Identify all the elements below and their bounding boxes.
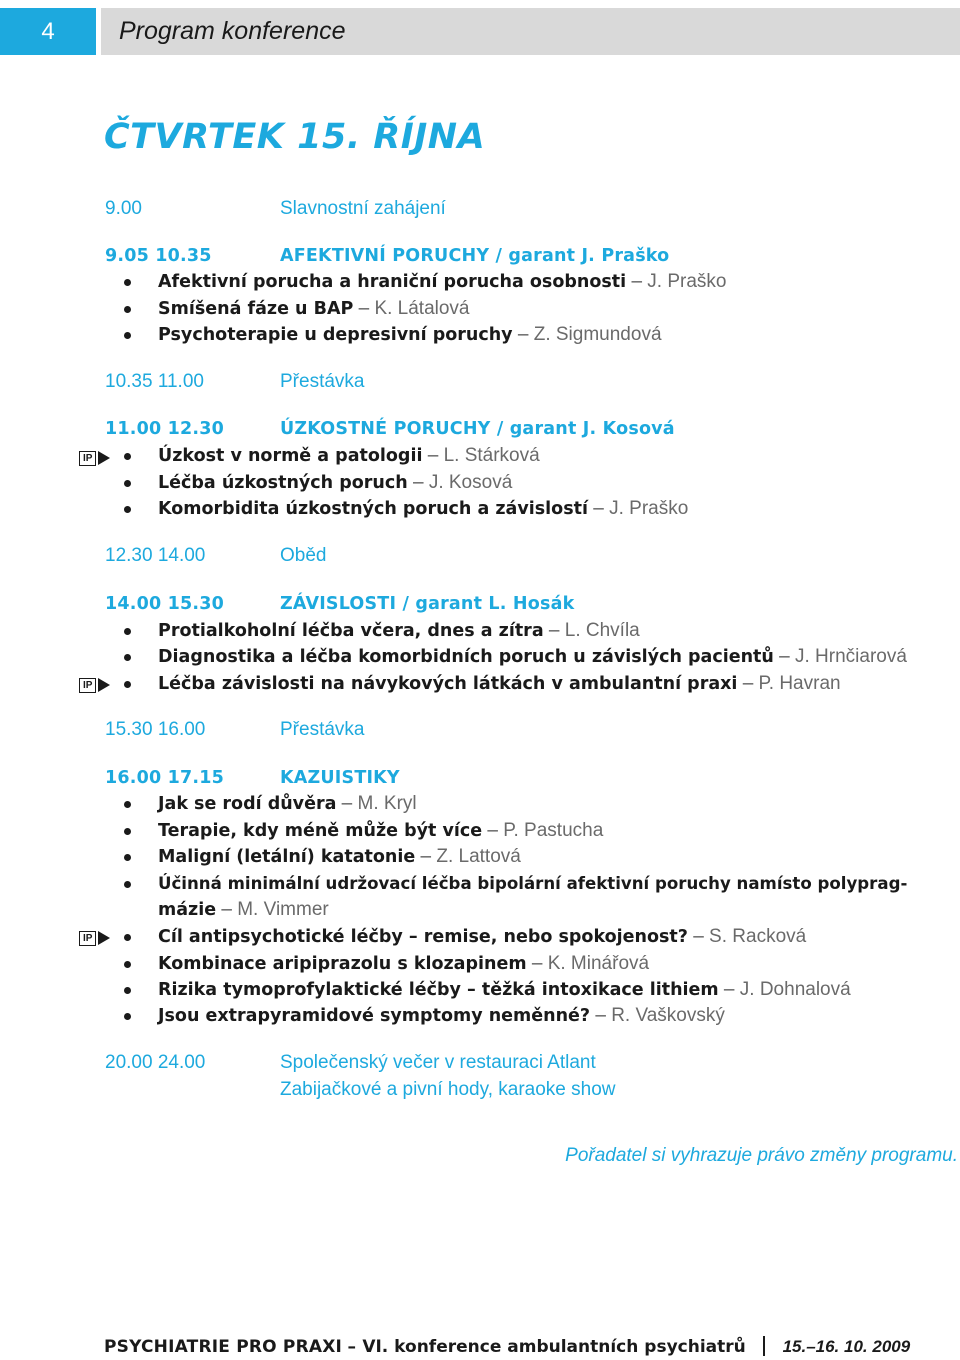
program-item: Rizika tymoprofylaktické léčby – těžká intoxikace lithiem – J. Dohnalová [158, 979, 851, 1000]
bullet [124, 854, 131, 861]
item-title: Komorbidita úzkostných poruch a závislostí [158, 499, 588, 519]
bullet [124, 654, 131, 661]
program-item: Terapie, kdy méně může být více – P. Pastucha [158, 820, 604, 841]
item-author: M. Kryl [357, 793, 417, 814]
item-title: Léčba závislosti na návykových látkách v ambulantní praxi [158, 674, 738, 694]
program-item: Cíl antipsychotické léčby – remise, nebo spokojenost? – S. Racková [158, 926, 807, 947]
evening-line-2: Zabijačkové a pivní hody, karaoke show [280, 1079, 616, 1100]
item-title: Afektivní porucha a hraniční porucha osobnosti [158, 272, 627, 292]
footer-dates: 15.–16. 10. 2009 [782, 1337, 911, 1356]
item-title: Diagnostika a léčba komorbidních poruch u závislých pacientů [158, 647, 774, 667]
bullet [124, 828, 131, 835]
program-item: Jsou extrapyramidové symptomy neměnné? – R. Vaškovský [158, 1005, 725, 1026]
lunch-time: 12.30 14.00 [105, 545, 206, 566]
arrow-right-icon [98, 931, 110, 945]
ip-marker [79, 929, 110, 947]
bullet [124, 506, 131, 513]
program-item: Komorbidita úzkostných poruch a závislostí – J. Praško [158, 498, 689, 519]
item-author: P. Pastucha [503, 820, 604, 841]
opening-label: Slavnostní zahájení [280, 198, 446, 219]
opening-time: 9.00 [105, 198, 142, 219]
item-title: Psychoterapie u depresivní poruchy [158, 325, 513, 345]
item-author: Z. Sigmundová [533, 324, 662, 345]
footer-divider [763, 1336, 765, 1356]
item-title: Maligní (letální) katatonie [158, 847, 416, 867]
block-heading: AFEKTIVNÍ PORUCHY / garant J. Praško [280, 246, 670, 266]
page-header [0, 8, 960, 55]
break-time: 15.30 16.00 [105, 719, 206, 740]
ip-badge: IP [79, 678, 96, 693]
bullet [124, 480, 131, 487]
item-title: Cíl antipsychotické léčby – remise, nebo spokojenost? [158, 927, 688, 947]
bullet [124, 1013, 131, 1020]
item-title: Protialkoholní léčba včera, dnes a zítra [158, 621, 544, 641]
item-author: J. Dohnalová [739, 979, 851, 1000]
item-author: P. Havran [758, 673, 841, 694]
item-title: Léčba úzkostných poruch [158, 473, 408, 493]
lunch-label: Oběd [280, 545, 327, 566]
item-title-continued: mázie [158, 900, 217, 920]
bullet [124, 681, 131, 688]
page-number: 4 [0, 8, 96, 55]
arrow-right-icon [98, 451, 110, 465]
program-item: Léčba závislosti na návykových látkách v ambulantní praxi – P. Havran [158, 673, 841, 694]
program-item: Psychoterapie u depresivní poruchy – Z. Sigmundová [158, 324, 662, 345]
item-author: J. Hrnčiarová [795, 646, 907, 667]
break-time: 10.35 11.00 [105, 371, 204, 392]
block-heading: ZÁVISLOSTI / garant L. Hosák [280, 594, 575, 614]
program-item: Afektivní porucha a hraniční porucha osobnosti – J. Praško [158, 271, 727, 292]
block-time: 14.00 15.30 [105, 594, 225, 614]
day-title: ČTVRTEK 15. ŘÍJNA [104, 117, 486, 157]
footer-conference: VI. konference ambulantních psychiatrů [362, 1337, 746, 1357]
block-heading: ÚZKOSTNÉ PORUCHY / garant J. Kosová [280, 419, 675, 439]
program-item: Smíšená fáze u BAP – K. Látalová [158, 298, 470, 319]
program-item: Úzkost v normě a patologii – L. Stárková [158, 445, 540, 466]
bullet [124, 332, 131, 339]
program-item: Léčba úzkostných poruch – J. Kosová [158, 472, 513, 493]
item-author: S. Racková [709, 926, 807, 947]
bullet [124, 453, 131, 460]
item-author: Z. Lattová [436, 846, 521, 867]
bullet [124, 961, 131, 968]
bullet [124, 987, 131, 994]
item-author: J. Praško [647, 271, 727, 292]
program-item: Protialkoholní léčba včera, dnes a zítra – L. Chvíla [158, 620, 640, 641]
bullet [124, 279, 131, 286]
evening-line-1: Společenský večer v restauraci Atlant [280, 1052, 596, 1073]
ip-marker [79, 449, 110, 467]
item-author: K. Látalová [374, 298, 470, 319]
bullet [124, 934, 131, 941]
ip-marker [79, 676, 110, 694]
program-item: Kombinace aripiprazolu s klozapinem – K. Minářová [158, 953, 650, 974]
bullet [124, 628, 131, 635]
item-author: J. Praško [609, 498, 689, 519]
item-title: Kombinace aripiprazolu s klozapinem [158, 954, 527, 974]
block-heading: KAZUISTIKY [280, 768, 400, 788]
program-item: Diagnostika a léčba komorbidních poruch u závislých pacientů – J. Hrnčiarová [158, 646, 907, 667]
item-title: Jsou extrapyramidové symptomy neměnné? [158, 1006, 591, 1026]
page-footer: PSYCHIATRIE PRO PRAXI – VI. konference ambulantních psychiatrů 15.–16. 10. 2009 [104, 1337, 911, 1357]
organizer-note: Pořadatel si vyhrazuje právo změny programu. [565, 1145, 958, 1166]
bullet [124, 801, 131, 808]
item-author: J. Kosová [428, 472, 513, 493]
item-author: L. Chvíla [564, 620, 640, 641]
item-title: Smíšená fáze u BAP [158, 299, 354, 319]
item-title: Jak se rodí důvěra [158, 794, 337, 814]
item-author: M. Vimmer [237, 899, 329, 920]
program-item: Jak se rodí důvěra – M. Kryl [158, 793, 417, 814]
break-label: Přestávka [280, 371, 365, 392]
evening-time: 20.00 24.00 [105, 1052, 206, 1073]
item-author: L. Stárková [443, 445, 540, 466]
block-time: 16.00 17.15 [105, 768, 225, 788]
program-item [158, 872, 907, 896]
bullet [124, 306, 131, 313]
item-author: R. Vaškovský [611, 1005, 725, 1026]
program-item: Maligní (letální) katatonie – Z. Lattová [158, 846, 521, 867]
bullet [124, 881, 131, 888]
item-title: Účinná minimální udržovací léčba bipolární afektivní poruchy namísto polyprag- [158, 874, 908, 893]
item-title: Úzkost v normě a patologii [158, 446, 423, 466]
arrow-right-icon [98, 678, 110, 692]
ip-badge: IP [79, 451, 96, 466]
item-title: Terapie, kdy méně může být více [158, 821, 483, 841]
ip-badge: IP [79, 931, 96, 946]
program-item-continuation: mázie – M. Vimmer [158, 899, 329, 920]
block-time: 11.00 12.30 [105, 419, 225, 439]
item-author: K. Minářová [547, 953, 650, 974]
header-band [101, 8, 960, 55]
item-title: Rizika tymoprofylaktické léčby – těžká intoxikace lithiem [158, 980, 719, 1000]
break-label: Přestávka [280, 719, 365, 740]
footer-journal: PSYCHIATRIE PRO PRAXI [104, 1337, 343, 1357]
block-time: 9.05 10.35 [105, 246, 212, 266]
header-title: Program konference [119, 17, 346, 45]
